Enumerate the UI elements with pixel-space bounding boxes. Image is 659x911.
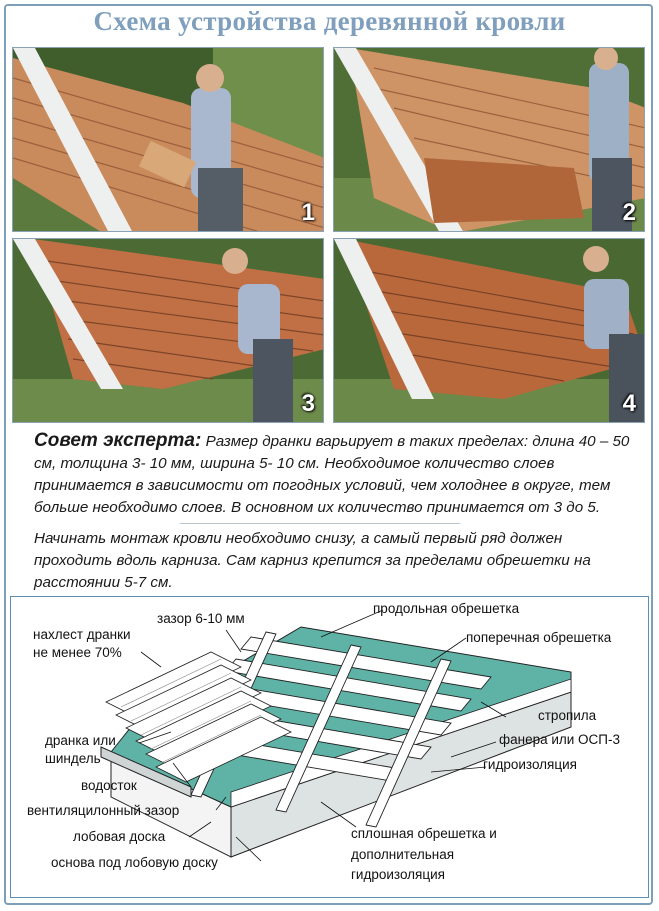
- label-solid-sheathing-3: гидроизоляция: [351, 867, 445, 882]
- tip-text: Размер дранки варьирует в таких пределах: длина 40 – 50 см, толщина 3- 10 мм, ширина 5- 10 см. Необходимое количество слоев принимается в зависимости от погодных условий, чем холоднее в округе, тем больше необходимо слоев. В основном их количество принимается от 3 до 5.: [34, 433, 630, 516]
- label-overlap-1: нахлест дранки: [33, 627, 131, 642]
- label-overlap-2: не менее 70%: [33, 645, 122, 660]
- photo-step-2: [333, 47, 645, 232]
- photo-number-1: 1: [301, 199, 315, 226]
- photo-number-3: 3: [301, 390, 315, 417]
- label-shingle-1: дранка или: [45, 733, 116, 748]
- label-front-board: лобовая доска: [73, 829, 166, 844]
- divider: [180, 523, 460, 524]
- label-gutter: водосток: [81, 778, 137, 793]
- photo-step-1: [12, 47, 324, 232]
- expert-tip: [34, 430, 634, 519]
- label-waterproofing: гидроизоляция: [483, 757, 577, 772]
- photo-number-2: 2: [622, 199, 636, 226]
- label-gap: зазор 6-10 мм: [157, 611, 245, 626]
- label-solid-sheathing-2: дополнительная: [351, 847, 455, 862]
- tip-label: Совет эксперта:: [34, 430, 202, 451]
- photo-step-3: [12, 238, 324, 423]
- label-transverse-batten: поперечная обрешетка: [466, 630, 612, 645]
- page-title: Схема устройства деревянной кровли: [93, 6, 566, 36]
- roof-diagram: [10, 596, 649, 898]
- label-vent-gap: вентиляцилонный зазор: [27, 803, 180, 818]
- photo-step-4: [333, 238, 645, 423]
- installation-note: Начинать монтаж кровли необходимо снизу, а самый первый ряд должен проходить вдоль карниза. Сам карниз крепится за пределами обрешетки на расстоянии 5-7 см.: [34, 530, 591, 591]
- label-rafters: стропила: [538, 708, 597, 723]
- label-base: основа под лобовую доску: [51, 855, 218, 870]
- label-longitudinal-batten: продольная обрешетка: [373, 601, 520, 616]
- label-solid-sheathing-1: сплошная обрешетка и: [351, 826, 497, 841]
- label-shingle-2: шиндель: [45, 751, 101, 766]
- label-plywood: фанера или ОСП-3: [499, 732, 621, 747]
- photo-number-4: 4: [622, 390, 636, 417]
